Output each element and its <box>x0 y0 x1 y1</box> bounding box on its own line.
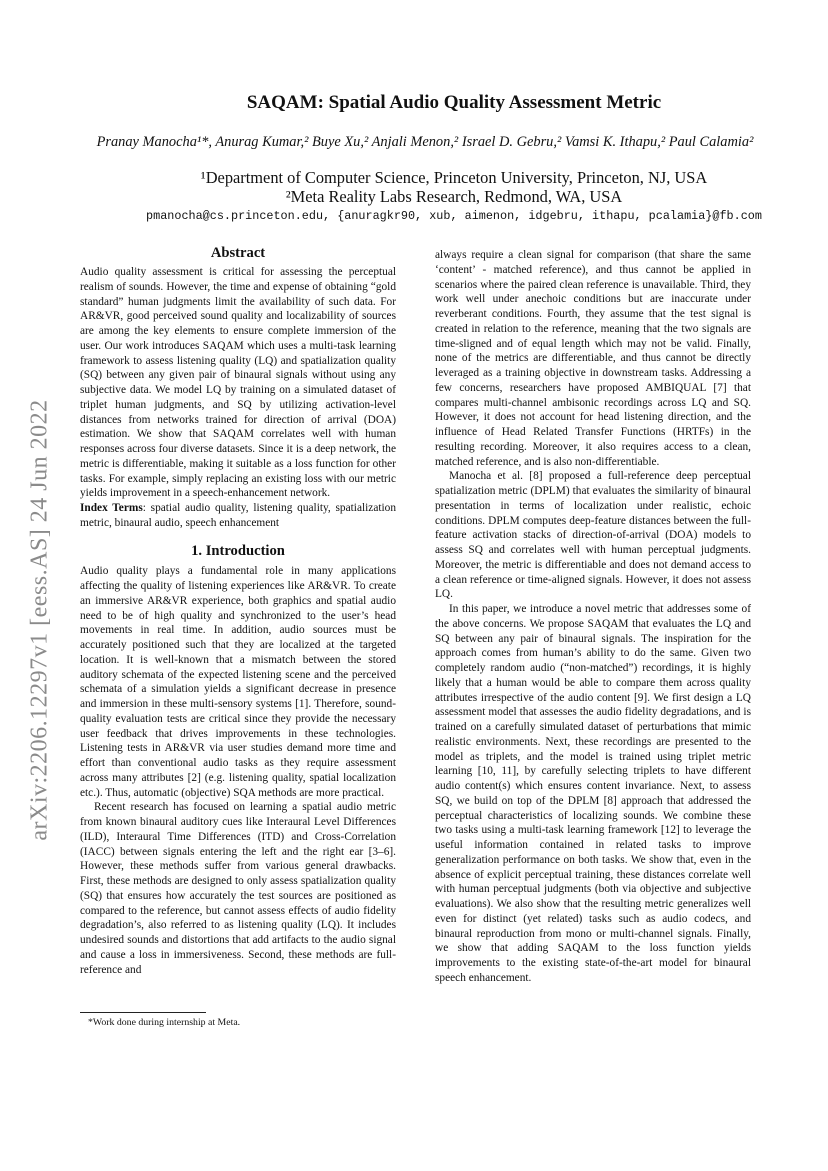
author-list: Pranay Manocha¹*, Anurag Kumar,² Buye Xu,² Anjali Menon,² Israel D. Gebru,² Vamsi K. Ithapu,² Paul Calamia² <box>96 134 754 150</box>
right-paragraph-3: In this paper, we introduce a novel metric that addresses some of the above concerns. We propose SAQAM that evaluates the LQ and SQ between any pair of binaural signals. The inspiration for the approach comes from human’s ability to do the same. Given two completely random audio (“non-matched”) recordings, it is highly likely that a human would be able to compare them across quality attributes irrespective of the audio content [9]. We first design a LQ assessment model that assesses the audio fidelity degradations, and is trained on a carefully simulated dataset of perturbations that mimic realistic environments. Next, these recordings are presented to the model as triplets, and the model is trained using triplet metric learning [10, 11], by carefully selecting triplets to have different audio content(s) which ensures content invariance. Next, to assess SQ, we build on top of the DPLM [8] approach that addressed the perceptual characteristics of localizing sounds. We combine these two tasks using a multi-task learning framework [12] to leverage the useful information contained in related tasks to improve generalization performance on both tasks. We show that, even in the absence of explicit perceptual training, these distances correlate well with human perceptual judgments (both via objective and subjective evaluations). We also show that the resulting metric generalizes well even for distinct (yet related) tasks such as audio codecs, and binaural reproduction from mono or multi-channel signals. Finally, we show that adding SAQAM to the loss function yields improvements to the existing state-of-the-art model for binaural speech enhancement. <box>435 603 751 984</box>
index-terms-label: Index Terms <box>80 502 143 514</box>
right-paragraph-1: always require a clean signal for comparison (that share the same ‘content’ - matched reference), and thus cannot be applied in scenarios where the paired clean reference is unavailable. Third, they work well under anechoic conditions but are inaccurate under reverberant conditions. Fourth, they assume that the test signal is created in relation to the reference, meaning that the two signals are time-sligned and of equal length which may not be valid. Finally, none of the metrics are differentiable, and thus cannot be directly leveraged as a training objective in downstream tasks. Addressing a few concerns, researchers have proposed AMBIQUAL [7] that compares multi-channel ambisonic recordings across LQ and SQ. However, it does not account for head listening direction, and the influence of Head Related Transfer Functions (HRTFs) in the resulting recording. Moreover, it also requires access to a clean, matched reference, and is also non-differentiable. <box>435 249 751 468</box>
left-column <box>80 265 396 977</box>
affiliation-princeton: ¹Department of Computer Science, Princeton University, Princeton, NJ, USA <box>200 168 708 187</box>
index-terms <box>80 501 396 531</box>
right-column <box>435 248 751 986</box>
author-emails: pmanocha@cs.princeton.edu, {anuragkr90, xub, aimenon, idgebru, ithapu, pcalamia}@fb.com <box>146 209 762 223</box>
index-terms-text: : spatial audio quality, listening quality, spatialization metric, binaural audio, speech enhancement <box>80 502 396 529</box>
affiliation-meta: ²Meta Reality Labs Research, Redmond, WA, USA <box>285 187 623 206</box>
introduction-heading: 1. Introduction <box>191 542 285 559</box>
arxiv-id-text: arXiv:2206.12297v1 [eess.AS] 24 Jun 2022 <box>26 399 53 841</box>
abstract-heading: Abstract <box>210 245 266 261</box>
paper-title: SAQAM: Spatial Audio Quality Assessment Metric <box>246 92 662 113</box>
intro-paragraph-2: Recent research has focused on learning a spatial audio metric from known binaural auditory cues like Interaural Level Differences (ILD), Interaural Time Differences (ITD) and Cross-Correlation (IACC) between signals entering the left and the right ear [3–6]. However, these methods suffer from various general drawbacks. First, these methods are designed to only assess spatialization quality (SQ) that ensures how accurately the test sources are positioned as compared to the reference, but cannot assess effects of audio fidelity degradation’s, also referred to as listening quality (LQ). It includes undesired sounds and distortions that add artifacts to the audio signal and cause a loss in immersiveness. Second, these methods are full-reference and <box>80 801 396 976</box>
right-paragraph-2: Manocha et al. [8] proposed a full-reference deep perceptual spatialization metric (DPLM) that evaluates the similarity of binaural presentation in terms of localization under realistic, echoic conditions. DPLM computes deep-feature distances between the full-feature activation stacks of direction-of-arrival (DOA) models to assess SQ and correlates well with human perceptual judgments. Moreover, the metric is differentiable and does not demand access to a clean reference or time-aligned signals. However, it does not assess LQ. <box>435 470 751 601</box>
intro-paragraph-1: Audio quality plays a fundamental role in many applications affecting the quality of listening experiences like AR&VR. To create an immersive AR&VR experience, both graphics and spatial audio need to be of high quality and synchronized to the user’s head movements in real time. In addition, audio sources must be accurately positioned such that they are localized at the targeted location. It is well-known that a mismatch between the stored auditory schemata of the expected listening scene and the perceived schemata of a simulation yields a significant decrease in presence and immersion in these multi-sensory systems [1]. Therefore, sound-quality evaluation tests are critical since they provide the necessary user feedback that drives improvements in these technologies. Listening tests in AR&VR via user studies demand more time and effort than conventional audio tasks as they require assessment across many attributes [2] (e.g. listening quality, spatial localization etc.). Thus, automatic (objective) SQA methods are more practical. <box>80 565 396 799</box>
abstract-body: Audio quality assessment is critical for assessing the perceptual realism of sounds. However, the time and expense of obtaining “gold standard” human judgments limit the availability of such data. For AR&VR, good perceived sound quality and localizability of sources are among the key elements to ensure complete immersion of the user. Our work introduces SAQAM which uses a multi-task learning framework to assess listening quality (LQ) and spatialization quality (SQ) between any given pair of binaural signals without using any subjective data. We model LQ by training on a simulated dataset of triplet human judgments, and SQ by utilizing activation-level distances from networks trained for direction of arrival (DOA) estimation. We show that SAQAM correlates well with human responses across four diverse datasets. Since it is a deep network, the metric is differentiable, making it suitable as a loss function for other tasks. For example, simply replacing an existing loss with our metric yields improvement in a speech-enhancement network. <box>80 266 396 500</box>
footnote: *Work done during internship at Meta. <box>88 1017 241 1028</box>
arxiv-sidebar-identifier <box>20 360 60 880</box>
footnote-rule <box>80 1012 206 1013</box>
